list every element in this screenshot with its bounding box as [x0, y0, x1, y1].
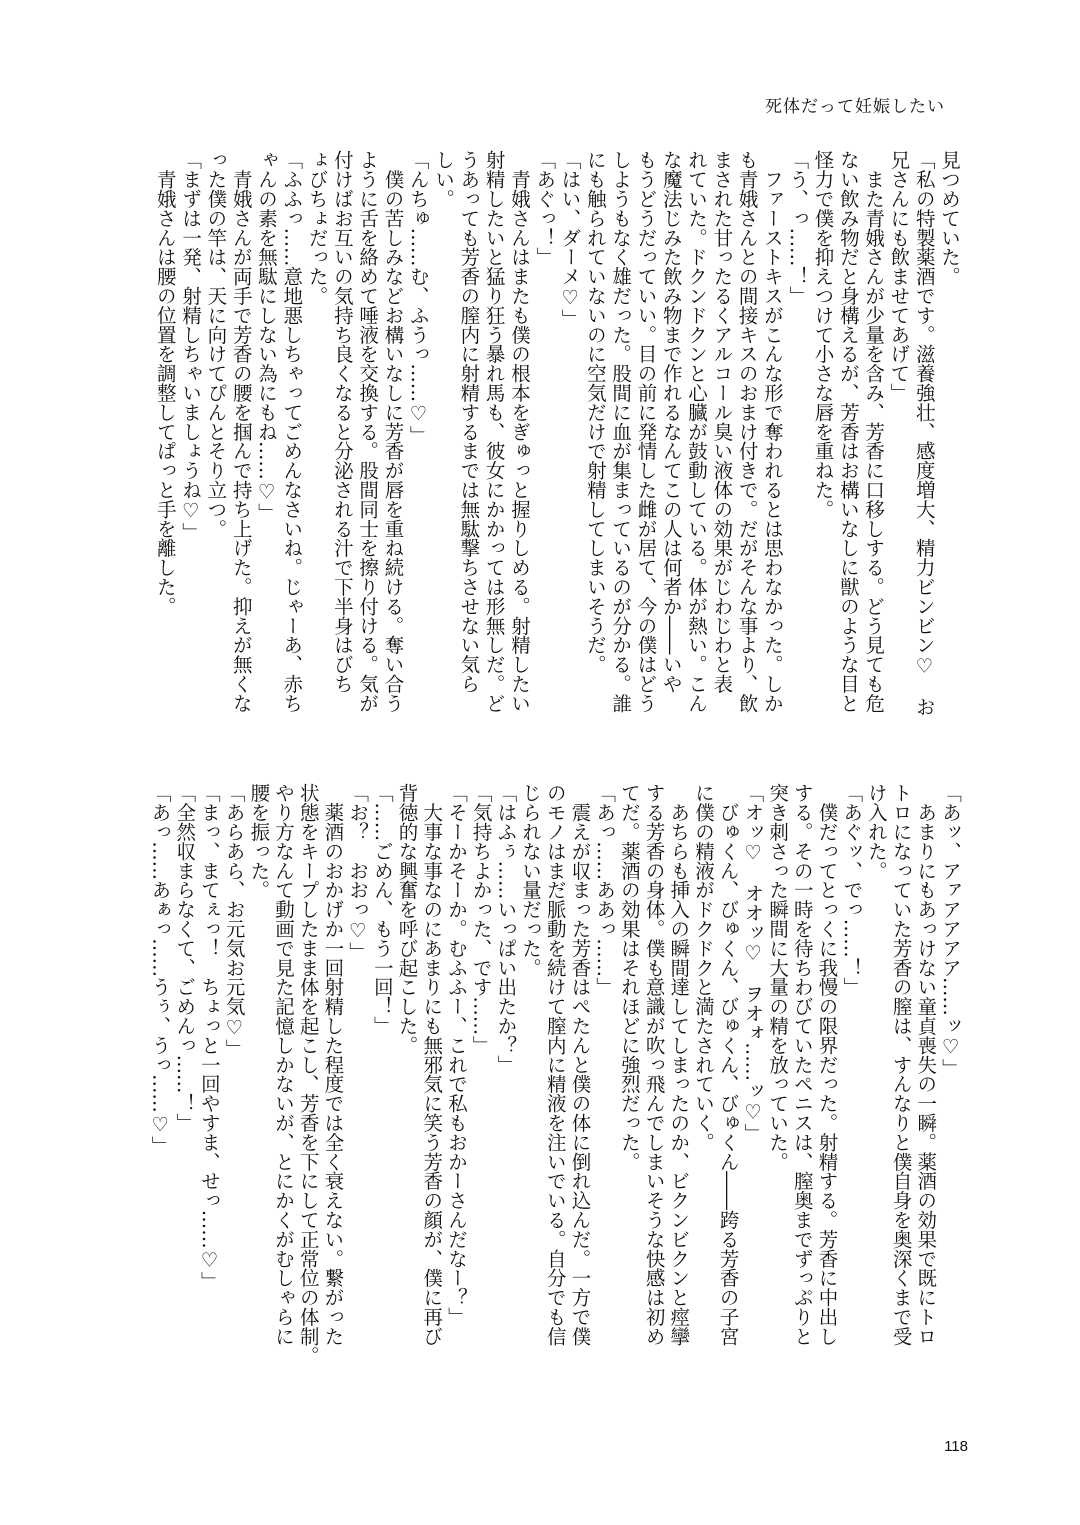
text-line: 見つめていた。 — [938, 150, 961, 286]
text-line: 青娥さんはまたも僕の根本をぎゅっと握りしめる。射精したい — [507, 150, 531, 713]
text-line: 背徳的な興奮を呼び起こした。 — [395, 783, 419, 1055]
text-line: にも触られていないのに空気だけで射精してしまいそうだ。 — [583, 150, 607, 674]
text-line: 兄さんにも飲ませてあげて」 — [887, 150, 911, 403]
text-line: 怪力で僕を抑えつけて小さな唇を重ねた。 — [811, 150, 835, 519]
text-line: 「まっ、まてぇっ！ ちょっと一回やすま、せっ……♡」 — [197, 783, 221, 1291]
text-line: のモノはまだ脈動を続けて膣内に精液を注いでいる。自分でも信 — [543, 783, 567, 1346]
text-line: れていた。ドクンドクンと心臓が鼓動している。体が熱い。こん — [685, 150, 709, 713]
text-line: 「はふぅ……いっぱい出たか？」 — [494, 783, 518, 1075]
text-line: 腰を振った。 — [247, 783, 271, 900]
text-line: 青娥さんが両手で芳香の腰を掴んで持ち上げた。抑えが無くな — [229, 150, 253, 713]
text-line: 「はい、ダーメ♡」 — [558, 150, 582, 329]
text-line: に僕の精液がドクドクと満たされていく。 — [691, 783, 715, 1152]
text-line: 「んちゅ……む、ふうっ……♡」 — [406, 150, 430, 445]
text-line: 「……ごめん、もう一回！」 — [370, 783, 394, 1036]
text-line: な魔法じみた飲み物まで作れるなんてこの人は何者か――いや — [659, 150, 683, 694]
text-line: 「そーかそーか。むふふー、これで私もおかーさんだなー？」 — [444, 783, 468, 1327]
text-line: ファーストキスがこんな形で奪われるとは思わなかった。しか — [760, 150, 784, 713]
text-line: 薬酒のおかげか一回射精した程度では全く衰えない。繋がった — [321, 783, 345, 1346]
text-line: じられない量だった。 — [519, 783, 543, 978]
text-line: もうどうだっていい。目の前に発情した雌が居て、今の僕はどう — [634, 150, 658, 713]
text-line: 「う、っ……！」 — [786, 150, 810, 306]
text-line: ゃんの素を無駄にしない為にもね……♡」 — [254, 150, 278, 523]
text-line: する。その一時を待ちわびていたペニスは、膣奥までずっぷりと — [790, 783, 814, 1346]
text-line: 「あぐッ、でっ……！」 — [840, 783, 864, 997]
text-line: うあっても芳香の膣内に射精するまでは無駄撃ちさせない気ら — [457, 150, 481, 694]
page-number: 118 — [944, 1438, 968, 1455]
text-line: 「気持ちよかった、です……」 — [469, 783, 493, 1055]
text-line: 「ふふっ……意地悪しちゃってごめんなさいね。じゃーあ、赤ち — [280, 150, 304, 713]
upper-text-block — [153, 150, 963, 717]
text-line: ように舌を絡めて唾液を交換する。股間同士を擦り付ける。気が — [356, 150, 380, 713]
lower-text-block — [147, 783, 962, 1366]
text-line: あちらも挿入の瞬間達してしまったのか、ビクンビクンと痙攣 — [667, 783, 691, 1346]
text-line: 震えが収まった芳香はぺたんと僕の体に倒れ込んだ。一方で僕 — [568, 783, 592, 1346]
text-line: 青娥さんは腰の位置を調整してぱっと手を離した。 — [153, 150, 177, 616]
text-line: しい。 — [432, 150, 456, 209]
text-line: 「お？ おおっ♡」 — [346, 783, 370, 962]
text-line: 大事な事なのにあまりにも無邪気に笑う芳香の顔が、僕に再び — [420, 783, 444, 1346]
text-line: 「全然収まらなくて、ごめんっ……！」 — [173, 783, 197, 1133]
text-line: 僕の苦しみなどお構いなしに芳香が唇を重ね続ける。奪い合う — [381, 150, 405, 713]
text-line: 僕だってとっくに我慢の限界だった。射精する。芳香に中出し — [815, 783, 839, 1346]
text-line: びゅくん、びゅくん、びゅくん、びゅくん――跨る芳香の子宮 — [716, 783, 740, 1346]
text-line: った僕の竿は、天に向けてぴんとそり立つ。 — [204, 150, 228, 539]
text-line: しようもなく雄だった。股間に血が集まっているのが分かる。誰 — [609, 150, 633, 713]
text-line: まされた甘ったるくアルコール臭い液体の効果がじわじわと表 — [710, 150, 734, 694]
text-line: する芳香の身体。僕も意識が吹っ飛んでしまいそうな快感は初め — [642, 783, 666, 1346]
text-line: 付けばお互いの気持ち良くなると分泌される汁で下半身はびち — [330, 150, 354, 694]
text-line: ょびちょだった。 — [305, 150, 329, 306]
text-line: 「あらあら、お元気お元気♡」 — [222, 783, 246, 1059]
text-line: トロになっていた芳香の膣は、すんなりと僕自身を奥深くまで受 — [889, 783, 913, 1346]
text-line: 「まずは一発、射精しちゃいましょうね♡」 — [179, 150, 203, 542]
running-title: 死体だって妊娠したい — [765, 97, 945, 117]
text-line: も青娥さんとの間接キスのおまけ付きで。だがそんな事より、飲 — [735, 150, 759, 713]
text-line: ない飲み物だと身構えるが、芳香はお構いなしに獣のような目と — [836, 150, 860, 713]
text-line: てだ。薬酒の効果はそれほどに強烈だった。 — [617, 783, 641, 1172]
text-line: やり方なんて動画で見た記憶しかないが、とにかくがむしゃらに — [272, 783, 296, 1346]
text-line: け入れた。 — [864, 783, 888, 881]
text-line: 「あっ……ああっ……」 — [593, 783, 617, 997]
text-line: 「私の特製薬酒です。滋養強壮、感度増大、精力ビンビン♡ お — [912, 150, 936, 717]
text-line: 「オッ♡ オオッ♡ ヲオォ……ッ♡」 — [741, 783, 765, 1143]
text-line: 状態をキープしたまま体を起こし、芳香を下にして正常位の体制。 — [296, 783, 320, 1366]
text-line: また青娥さんが少量を含み、芳香に口移しする。どう見ても危 — [862, 150, 886, 713]
text-line: 「あッ、アァアアアア……ッ♡」 — [939, 783, 962, 1078]
text-line: 突き刺さった瞬間に大量の精を放っていた。 — [766, 783, 790, 1172]
text-line: あまりにもあっけない童貞喪失の一瞬。薬酒の効果で既にトロ — [914, 783, 938, 1346]
text-line: 「あっ……あぁっ……うぅ、うっ……♡」 — [148, 783, 172, 1156]
text-line: 射精したいと猛り狂う暴れ馬も、彼女にかかっては形無しだ。ど — [482, 150, 506, 713]
text-line: 「あぐっ！」 — [533, 150, 557, 267]
